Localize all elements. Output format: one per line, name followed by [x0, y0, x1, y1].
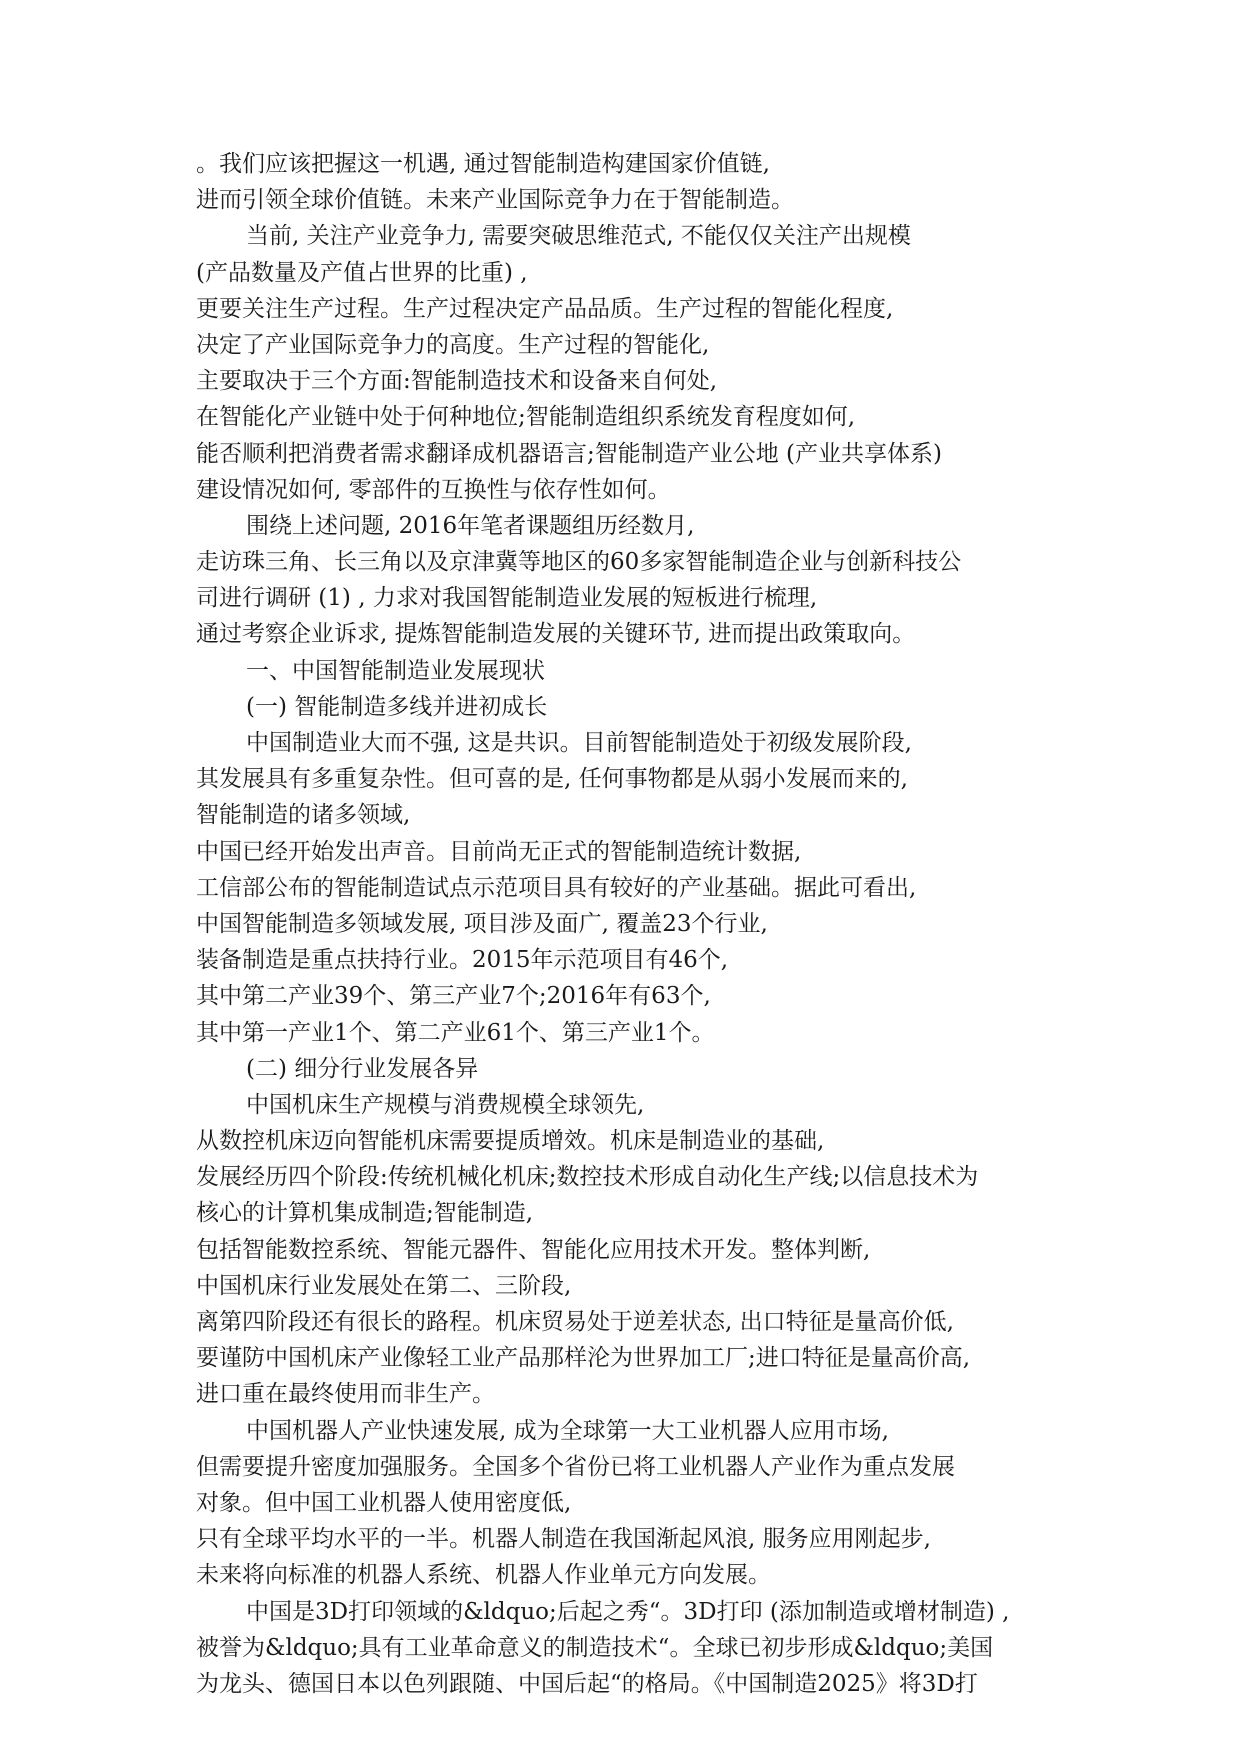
- text-line: 其发展具有多重复杂性。但可喜的是, 任何事物都是从弱小发展而来的,: [196, 766, 908, 793]
- text-line: 更要关注生产过程。生产过程决定产品品质。生产过程的智能化程度,: [196, 295, 894, 322]
- text-line: 主要取决于三个方面:智能制造技术和设备来自何处,: [196, 368, 718, 395]
- text-line: 走访珠三角、长三角以及京津冀等地区的60多家智能制造企业与创新科技公: [196, 549, 962, 576]
- text-line: 装备制造是重点扶持行业。2015年示范项目有46个,: [196, 947, 729, 974]
- text-line: 要谨防中国机床产业像轻工业产品那样沦为世界加工厂;进口特征是量高价高,: [196, 1345, 971, 1372]
- text-line: 围绕上述问题, 2016年笔者课题组历经数月,: [246, 512, 695, 539]
- text-line: (产品数量及产值占世界的比重) ,: [196, 259, 528, 286]
- text-line: 中国机器人产业快速发展, 成为全球第一大工业机器人应用市场,: [246, 1417, 889, 1444]
- text-line: (一) 智能制造多线并进初成长: [246, 693, 548, 720]
- text-line: 核心的计算机集成制造;智能制造,: [196, 1200, 534, 1227]
- text-line: 中国已经开始发出声音。目前尚无正式的智能制造统计数据,: [196, 838, 802, 865]
- text-line: 只有全球平均水平的一半。机器人制造在我国渐起风浪, 服务应用刚起步,: [196, 1526, 931, 1553]
- text-line: 一、中国智能制造业发展现状: [246, 657, 545, 684]
- body-text: [196, 146, 1096, 1702]
- text-line: 中国是3D打印领域的&ldquo;后起之秀“。3D打印 (添加制造或增材制造) ,: [246, 1598, 1010, 1625]
- text-line: 通过考察企业诉求, 提炼智能制造发展的关键环节, 进而提出政策取向。: [196, 621, 916, 648]
- text-line: 中国机床行业发展处在第二、三阶段,: [196, 1272, 572, 1299]
- text-line: 。我们应该把握这一机遇, 通过智能制造构建国家价值链,: [196, 151, 770, 177]
- text-line: (二) 细分行业发展各异: [246, 1055, 479, 1082]
- text-line: 决定了产业国际竞争力的高度。生产过程的智能化,: [196, 331, 710, 358]
- text-line: 未来将向标准的机器人系统、机器人作业单元方向发展。: [196, 1562, 771, 1589]
- text-line: 离第四阶段还有很长的路程。机床贸易处于逆差状态, 出口特征是量高价低,: [196, 1309, 954, 1335]
- text-line: 对象。但中国工业机器人使用密度低,: [196, 1489, 572, 1516]
- text-line: 包括智能数控系统、智能元器件、智能化应用技术开发。整体判断,: [196, 1236, 871, 1263]
- text-line: 司进行调研 (1) , 力求对我国智能制造业发展的短板进行梳理,: [196, 585, 818, 612]
- text-line: 其中第二产业39个、第三产业7个;2016年有63个,: [196, 983, 711, 1010]
- text-line: 从数控机床迈向智能机床需要提质增效。机床是制造业的基础,: [196, 1128, 825, 1155]
- text-line: 发展经历四个阶段:传统机械化机床;数控技术形成自动化生产线;以信息技术为: [196, 1164, 979, 1191]
- text-line: 其中第一产业1个、第二产业61个、第三产业1个。: [196, 1019, 715, 1046]
- text-line: 为龙头、德国日本以色列跟随、中国后起“的格局。《中国制造2025》将3D打: [196, 1670, 978, 1697]
- text-line: 当前, 关注产业竞争力, 需要突破思维范式, 不能仅仅关注产出规模: [246, 223, 911, 250]
- text-line: 进口重在最终使用而非生产。: [196, 1381, 495, 1408]
- text-line: 建设情况如何, 零部件的互换性与依存性如何。: [196, 476, 671, 503]
- text-line: 工信部公布的智能制造试点示范项目具有较好的产业基础。据此可看出,: [196, 874, 917, 901]
- text-line: 中国制造业大而不强, 这是共识。目前智能制造处于初级发展阶段,: [246, 730, 912, 756]
- text-line: 进而引领全球价值链。未来产业国际竞争力在于智能制造。: [196, 187, 794, 214]
- text-line: 在智能化产业链中处于何种地位;智能制造组织系统发育程度如何,: [196, 404, 856, 431]
- text-line: 但需要提升密度加强服务。全国多个省份已将工业机器人产业作为重点发展: [196, 1453, 955, 1480]
- text-line: 智能制造的诸多领域,: [196, 802, 411, 829]
- text-line: 中国机床生产规模与消费规模全球领先,: [246, 1091, 645, 1118]
- text-line: 中国智能制造多领域发展, 项目涉及面广, 覆盖23个行业,: [196, 910, 768, 937]
- text-line: 能否顺利把消费者需求翻译成机器语言;智能制造产业公地 (产业共享体系): [196, 440, 943, 467]
- text-line: 被誉为&ldquo;具有工业革命意义的制造技术“。全球已初步形成&ldquo;美国: [196, 1634, 994, 1661]
